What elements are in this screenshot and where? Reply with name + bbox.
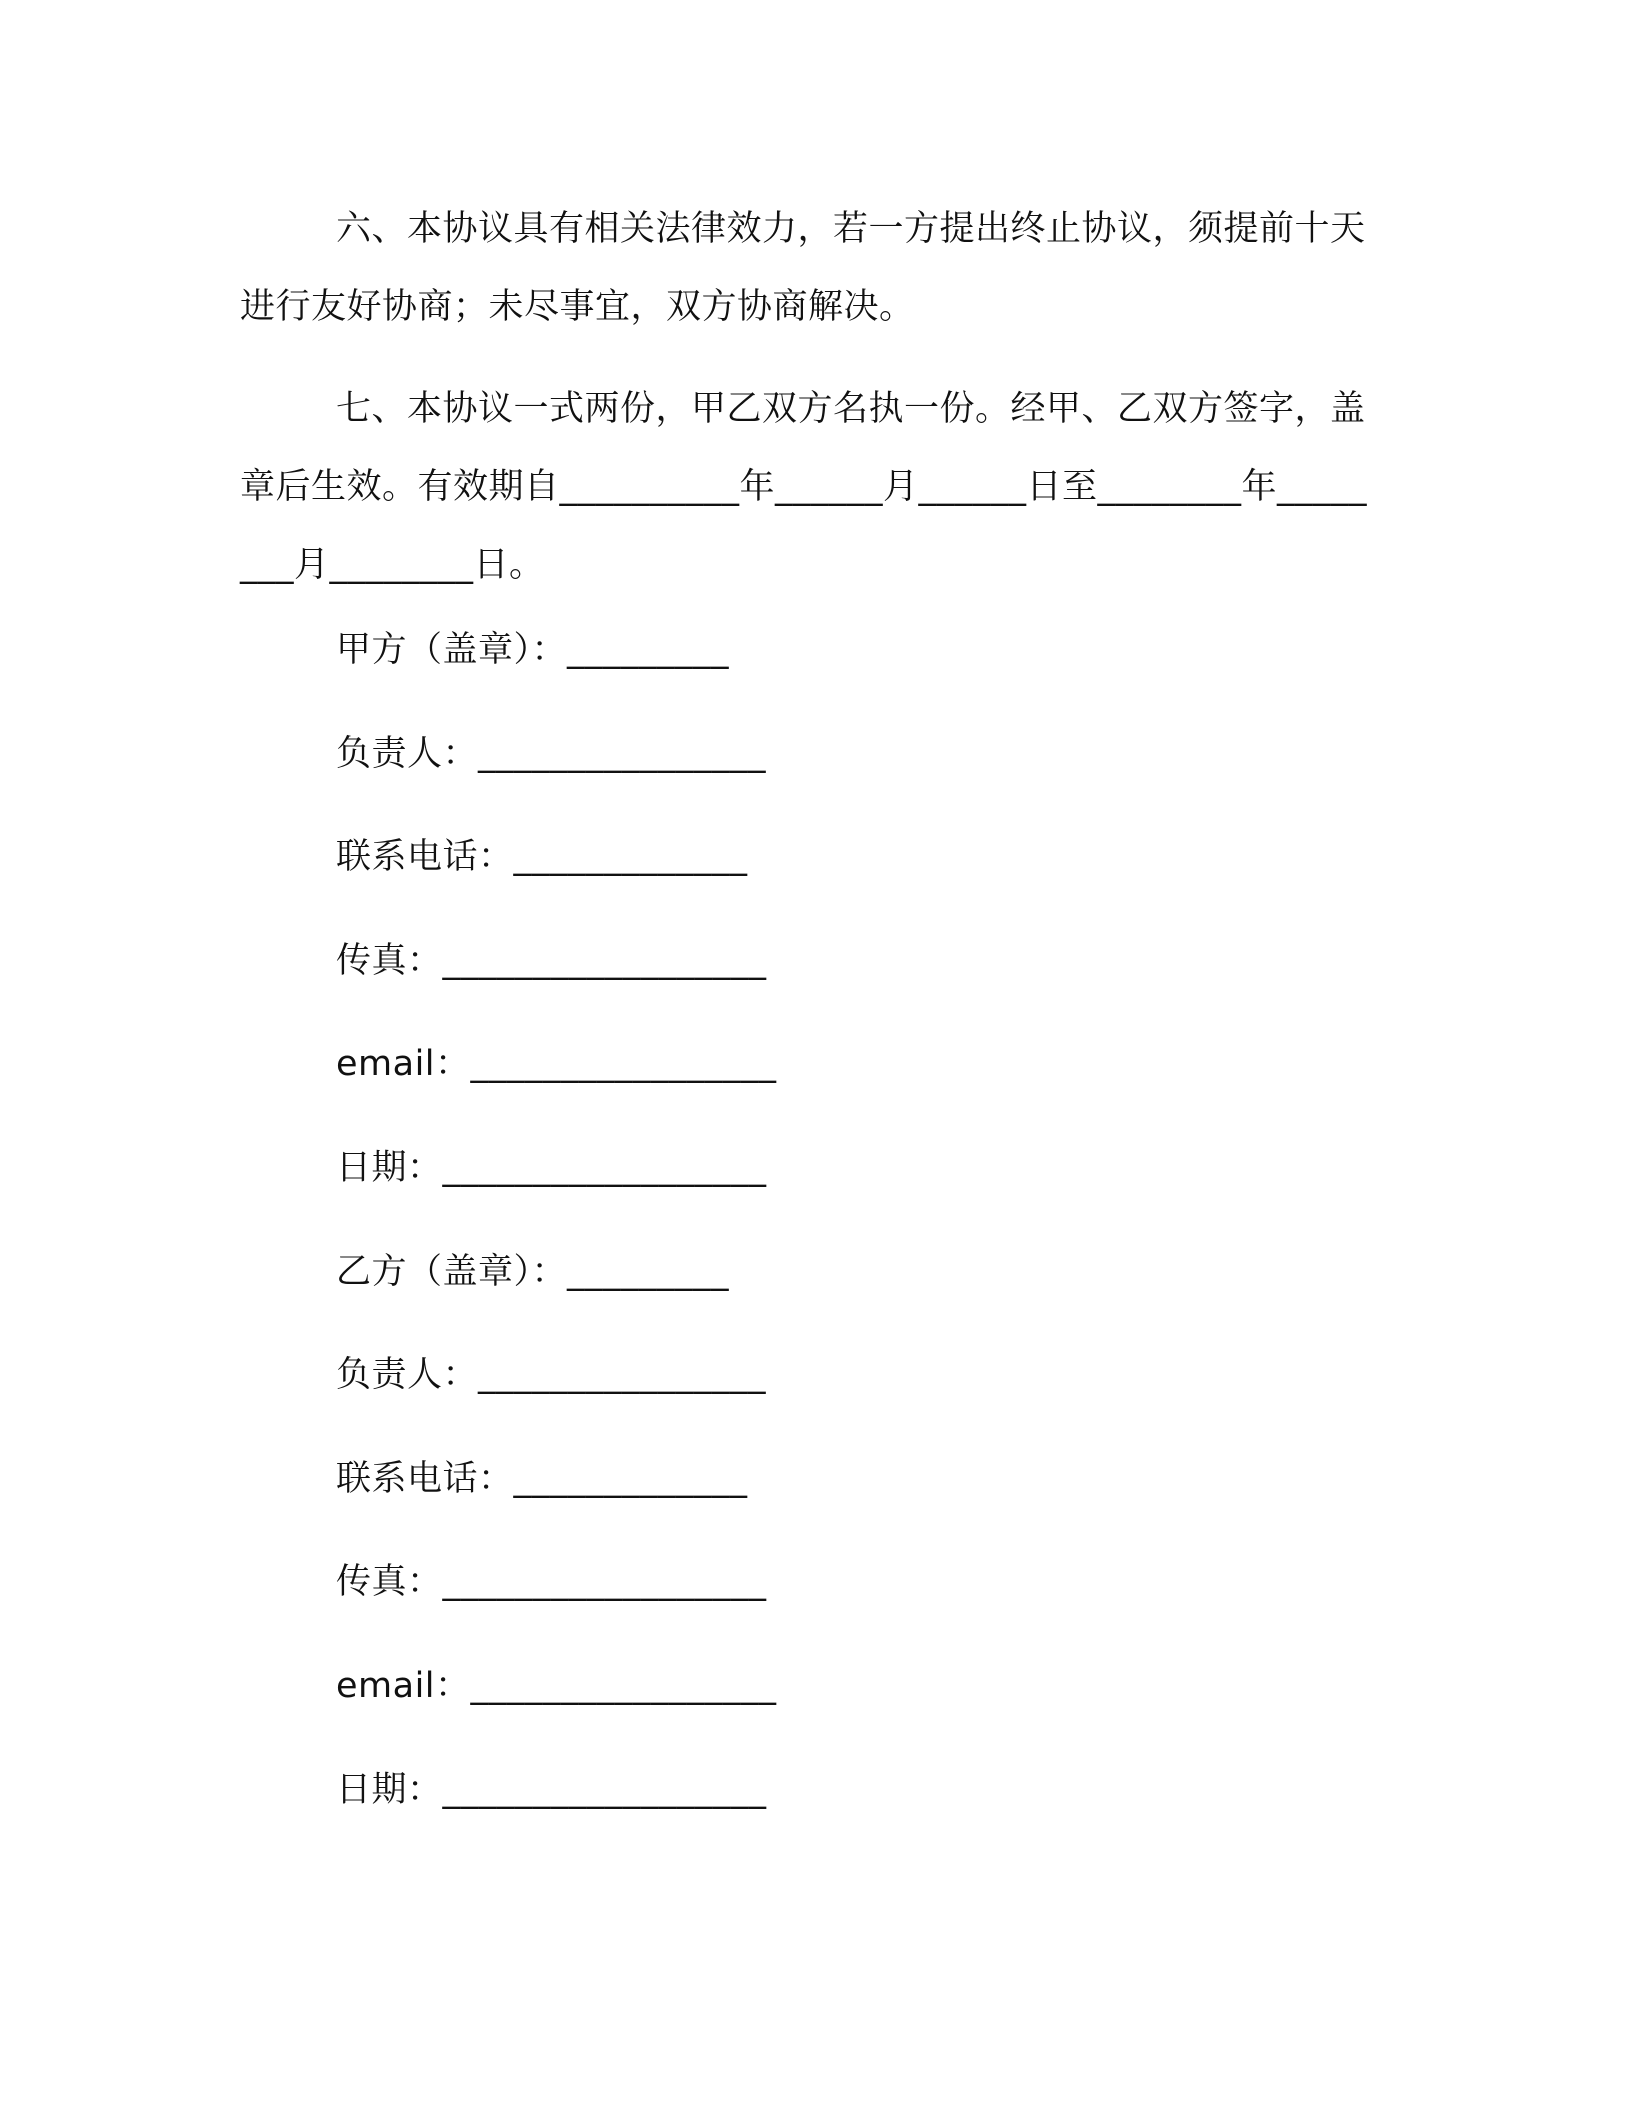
- party-b-seal-blank: _________: [567, 1251, 730, 1292]
- party-a-phone-label: 联系电话：: [336, 837, 514, 878]
- party-a-contact-label: 负责人：: [336, 733, 479, 774]
- document-content: [240, 190, 1375, 1873]
- party-b-contact-blank: ________________: [478, 1355, 767, 1396]
- party-b-seal-label: 乙方（盖章）：: [336, 1251, 568, 1292]
- party-a-seal-label: 甲方（盖章）：: [336, 630, 568, 670]
- party-b-seal-line: [240, 1252, 1375, 1356]
- party-b-date-blank: __________________: [442, 1769, 767, 1810]
- party-a-email-label: email：: [336, 1044, 471, 1085]
- clause-7: 七、本协议一式两份，甲乙双方名执一份。经甲、乙双方签字，盖章后生效。有效期自__________年______月______日至________年________月________日。: [240, 389, 1368, 585]
- clause-6: 六、本协议具有相关法律效力，若一方提出终止协议，须提前十天进行友好协商；未尽事宜，双方协商解决。: [240, 209, 1366, 327]
- party-b-phone-blank: _____________: [513, 1458, 748, 1499]
- party-b-contact-line: [240, 1355, 1375, 1459]
- party-a-date-line: [240, 1148, 1375, 1252]
- party-b-fax-label: 传真：: [336, 1562, 443, 1603]
- party-a-signature-block: [240, 630, 1375, 1252]
- party-b-contact-label: 负责人：: [336, 1355, 479, 1396]
- party-b-email-blank: _________________: [470, 1665, 777, 1706]
- party-a-seal-blank: _________: [567, 630, 730, 670]
- party-b-fax-blank: __________________: [442, 1562, 767, 1603]
- party-a-contact-line: [240, 734, 1375, 838]
- party-a-phone-blank: _____________: [513, 837, 748, 878]
- party-b-phone-label: 联系电话：: [336, 1458, 514, 1499]
- party-a-fax-line: [240, 941, 1375, 1045]
- party-a-fax-blank: __________________: [442, 940, 767, 981]
- party-b-email-label: email：: [336, 1665, 471, 1706]
- party-a-fax-label: 传真：: [336, 940, 443, 981]
- party-a-date-blank: __________________: [442, 1147, 767, 1188]
- party-b-signature-block: [240, 1252, 1375, 1874]
- party-a-email-blank: _________________: [470, 1044, 777, 1085]
- party-a-phone-line: [240, 837, 1375, 941]
- party-b-fax-line: [240, 1562, 1375, 1666]
- party-b-email-line: [240, 1666, 1375, 1770]
- party-a-contact-blank: ________________: [478, 733, 767, 774]
- party-b-phone-line: [240, 1459, 1375, 1563]
- party-a-seal-line: [240, 630, 1375, 734]
- party-b-date-label: 日期：: [336, 1769, 443, 1810]
- party-a-email-line: [240, 1044, 1375, 1148]
- party-b-date-line: [240, 1770, 1375, 1874]
- party-a-date-label: 日期：: [336, 1147, 443, 1188]
